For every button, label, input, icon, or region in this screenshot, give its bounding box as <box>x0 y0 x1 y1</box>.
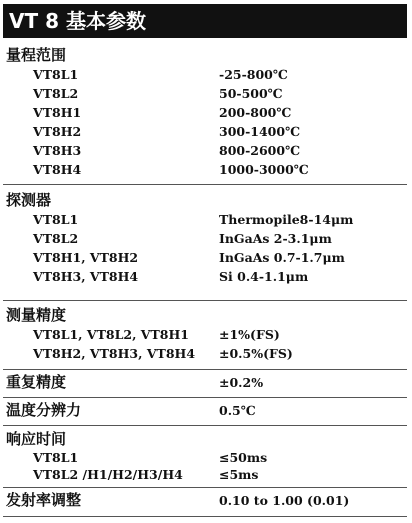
repeatability-section <box>3 371 407 395</box>
model-label: VT8L2 <box>33 231 79 246</box>
divider <box>3 487 407 488</box>
divider <box>3 369 407 370</box>
table-row <box>3 84 407 103</box>
model-label: VT8H3, VT8H4 <box>33 269 139 284</box>
model-label: VT8H1, VT8H2 <box>33 250 139 265</box>
spec-value: 0.5℃ <box>219 403 256 418</box>
section-title: 测量精度 <box>6 306 67 324</box>
resolution-section <box>3 399 407 423</box>
section-title: 探测器 <box>6 191 52 209</box>
spec-value: ≤50ms <box>219 450 268 465</box>
table-row <box>3 344 407 363</box>
table-row <box>3 489 407 513</box>
response-section <box>3 430 407 483</box>
spec-value: ±0.2% <box>219 375 264 390</box>
table-row <box>3 160 407 179</box>
spec-value: ≤5ms <box>219 467 259 482</box>
spec-value: -25-800℃ <box>219 67 288 82</box>
section-title: 重复精度 <box>6 373 67 391</box>
spec-value: ±1%(FS) <box>219 327 280 342</box>
spec-value: 800-2600℃ <box>219 143 301 158</box>
emissivity-section <box>3 489 407 513</box>
accuracy-section <box>3 306 407 363</box>
model-label: VT8L1 <box>33 450 79 465</box>
spec-value: Si 0.4-1.1μm <box>219 269 309 284</box>
divider <box>3 516 407 517</box>
model-label: VT8H2 <box>33 124 82 139</box>
table-row <box>3 229 407 248</box>
table-row <box>3 65 407 84</box>
model-label: VT8H2, VT8H3, VT8H4 <box>33 346 196 361</box>
model-label: VT8L1 <box>33 212 79 227</box>
page-title: VT 8 基本参数 <box>3 4 407 38</box>
table-row <box>3 466 407 483</box>
spec-value: InGaAs 0.7-1.7μm <box>219 250 345 265</box>
range-section <box>3 46 407 179</box>
spec-value: ±0.5%(FS) <box>219 346 293 361</box>
divider <box>3 184 407 185</box>
table-row <box>3 210 407 229</box>
detector-section <box>3 191 407 286</box>
table-row <box>3 103 407 122</box>
section-title: 量程范围 <box>6 46 67 64</box>
model-label: VT8H3 <box>33 143 82 158</box>
model-label: VT8L1, VT8L2, VT8H1 <box>33 327 189 342</box>
divider <box>3 425 407 426</box>
divider <box>3 397 407 398</box>
table-row <box>3 325 407 344</box>
table-row <box>3 371 407 395</box>
spec-value: 200-800℃ <box>219 105 292 120</box>
spec-value: 50-500℃ <box>219 86 283 101</box>
model-label: VT8L1 <box>33 67 79 82</box>
table-row <box>3 399 407 423</box>
model-label: VT8L2 <box>33 86 79 101</box>
table-row <box>3 141 407 160</box>
section-title: 发射率调整 <box>6 491 82 509</box>
model-label: VT8L2 /H1/H2/H3/H4 <box>33 467 183 482</box>
spec-value: Thermopile8-14μm <box>219 212 354 227</box>
table-row <box>3 248 407 267</box>
divider <box>3 300 407 301</box>
spec-value: 0.10 to 1.00 (0.01) <box>219 493 350 508</box>
section-title: 温度分辨力 <box>6 401 82 419</box>
section-title: 响应时间 <box>6 430 67 448</box>
spec-value: 300-1400℃ <box>219 124 301 139</box>
table-row <box>3 267 407 286</box>
spec-value: 1000-3000℃ <box>219 162 309 177</box>
model-label: VT8H1 <box>33 105 82 120</box>
spec-value: InGaAs 2-3.1μm <box>219 231 332 246</box>
model-label: VT8H4 <box>33 162 82 177</box>
table-row <box>3 449 407 466</box>
table-row <box>3 122 407 141</box>
